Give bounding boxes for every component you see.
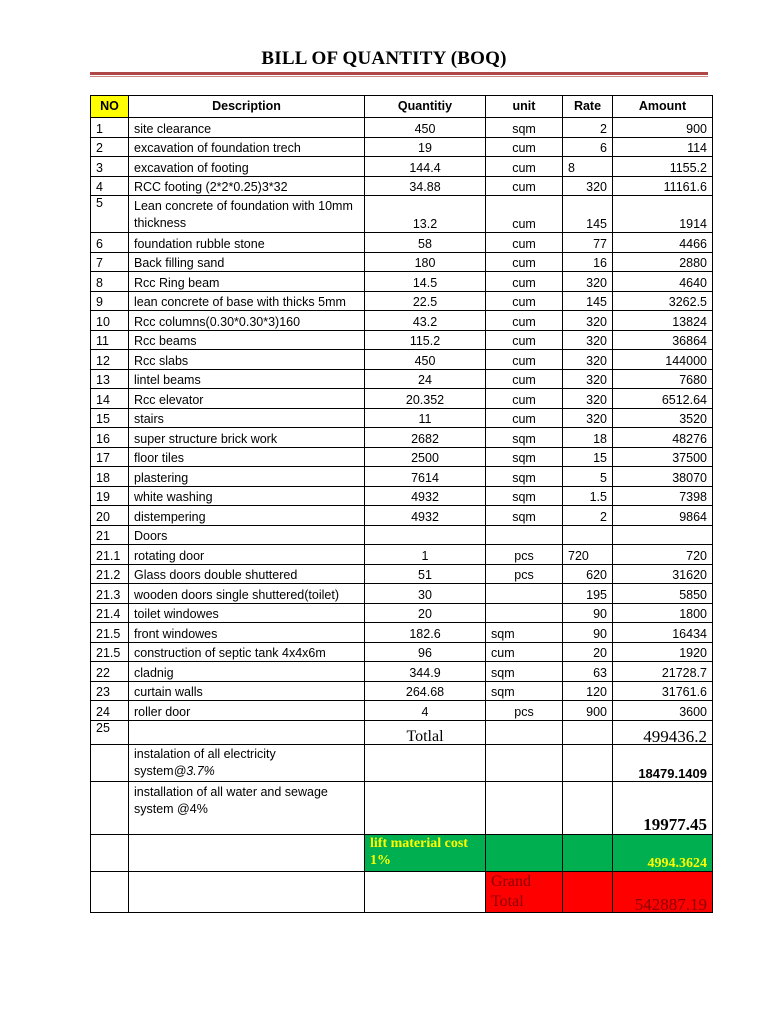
row-quantity: 22.5 <box>365 291 486 311</box>
row-quantity: 344.9 <box>365 662 486 682</box>
row-description: Rcc elevator <box>129 389 365 409</box>
table-row <box>91 118 713 138</box>
row-quantity: 43.2 <box>365 311 486 331</box>
row-rate: 620 <box>563 564 613 584</box>
table-row <box>91 525 713 545</box>
row-no: 21.4 <box>91 603 129 623</box>
row-unit: pcs <box>486 701 563 721</box>
row-amount: 37500 <box>613 447 713 467</box>
row-rate <box>563 525 613 545</box>
electricity-label: instalation of all electricity system@3.7% <box>129 744 365 781</box>
row-unit: cum <box>486 252 563 272</box>
lift-label: lift material cost 1% <box>365 834 486 871</box>
table-row <box>91 467 713 487</box>
row-amount: 3262.5 <box>613 291 713 311</box>
row-unit: sqm <box>486 623 563 643</box>
row-amount: 9864 <box>613 506 713 526</box>
lift-amount: 4994.3624 <box>613 834 713 871</box>
table-row <box>91 137 713 157</box>
table-row <box>91 196 713 233</box>
row-no: 11 <box>91 330 129 350</box>
row-unit: pcs <box>486 545 563 565</box>
row-description: Lean concrete of foundation with 10mm thickness <box>129 196 365 233</box>
row-quantity: 96 <box>365 642 486 662</box>
row-no: 2 <box>91 137 129 157</box>
table-row <box>91 389 713 409</box>
row-no: 10 <box>91 311 129 331</box>
row-no: 8 <box>91 272 129 292</box>
total-amount: 499436.2 <box>613 720 713 744</box>
row-amount: 3600 <box>613 701 713 721</box>
row-amount: 4640 <box>613 272 713 292</box>
row-description: excavation of foundation trech <box>129 137 365 157</box>
row-rate: 1.5 <box>563 486 613 506</box>
row-no: 14 <box>91 389 129 409</box>
row-rate: 6 <box>563 137 613 157</box>
table-row <box>91 157 713 177</box>
row-quantity: 1 <box>365 545 486 565</box>
row-no: 21.2 <box>91 564 129 584</box>
table-row <box>91 701 713 721</box>
row-unit: cum <box>486 291 563 311</box>
row-quantity: 20.352 <box>365 389 486 409</box>
header-no: NO <box>91 96 129 118</box>
row-rate: 320 <box>563 369 613 389</box>
row-unit: cum <box>486 196 563 233</box>
row-unit: sqm <box>486 681 563 701</box>
row-no: 15 <box>91 408 129 428</box>
row-description: super structure brick work <box>129 428 365 448</box>
row-no: 13 <box>91 369 129 389</box>
table-row <box>91 272 713 292</box>
row-quantity: 4932 <box>365 506 486 526</box>
table-row <box>91 662 713 682</box>
row-quantity: 30 <box>365 584 486 604</box>
row-rate: 63 <box>563 662 613 682</box>
row-no: 21.1 <box>91 545 129 565</box>
row-unit: cum <box>486 369 563 389</box>
row-no: 21.5 <box>91 642 129 662</box>
row-description: toilet windowes <box>129 603 365 623</box>
grand-total-amount: 542887.19 <box>613 871 713 912</box>
row-amount: 16434 <box>613 623 713 643</box>
row-no: 1 <box>91 118 129 138</box>
row-quantity: 24 <box>365 369 486 389</box>
row-quantity: 34.88 <box>365 176 486 196</box>
row-unit: cum <box>486 330 563 350</box>
row-amount: 3520 <box>613 408 713 428</box>
row-amount: 144000 <box>613 350 713 370</box>
row-description: Rcc beams <box>129 330 365 350</box>
row-quantity: 182.6 <box>365 623 486 643</box>
row-amount: 1155.2 <box>613 157 713 177</box>
row-rate: 16 <box>563 252 613 272</box>
row-quantity: 264.68 <box>365 681 486 701</box>
row-quantity: 51 <box>365 564 486 584</box>
row-quantity: 58 <box>365 233 486 253</box>
row-quantity: 7614 <box>365 467 486 487</box>
row-amount: 5850 <box>613 584 713 604</box>
row-unit: sqm <box>486 428 563 448</box>
row-description: front windowes <box>129 623 365 643</box>
row-rate: 145 <box>563 291 613 311</box>
row-no: 5 <box>91 196 129 233</box>
row-description: Rcc Ring beam <box>129 272 365 292</box>
row-description: Rcc columns(0.30*0.30*3)160 <box>129 311 365 331</box>
header-quantity: Quantitiy <box>365 96 486 118</box>
row-no: 22 <box>91 662 129 682</box>
table-row <box>91 330 713 350</box>
row-amount: 48276 <box>613 428 713 448</box>
row-rate: 120 <box>563 681 613 701</box>
row-quantity: 19 <box>365 137 486 157</box>
total-no: 25 <box>91 720 129 744</box>
row-unit: cum <box>486 137 563 157</box>
row-quantity: 13.2 <box>365 196 486 233</box>
row-no: 3 <box>91 157 129 177</box>
row-description: distempering <box>129 506 365 526</box>
table-row <box>91 564 713 584</box>
row-unit: cum <box>486 350 563 370</box>
water-label: installation of all water and sewage system @4% <box>129 781 365 834</box>
row-rate: 320 <box>563 272 613 292</box>
table-row <box>91 311 713 331</box>
table-row <box>91 584 713 604</box>
header-unit: unit <box>486 96 563 118</box>
row-unit: cum <box>486 311 563 331</box>
row-rate: 720 <box>563 545 613 565</box>
row-rate: 320 <box>563 408 613 428</box>
row-amount: 38070 <box>613 467 713 487</box>
row-amount: 7398 <box>613 486 713 506</box>
table-row <box>91 291 713 311</box>
row-description: Glass doors double shuttered <box>129 564 365 584</box>
electricity-amount: 18479.1409 <box>613 744 713 781</box>
row-amount: 1914 <box>613 196 713 233</box>
row-rate: 2 <box>563 118 613 138</box>
row-unit: cum <box>486 272 563 292</box>
row-description: roller door <box>129 701 365 721</box>
document-title: BILL OF QUANTITY (BOQ) <box>261 48 507 69</box>
row-amount: 2880 <box>613 252 713 272</box>
row-amount: 7680 <box>613 369 713 389</box>
table-row <box>91 681 713 701</box>
row-description: lean concrete of base with thicks 5mm <box>129 291 365 311</box>
table-row <box>91 623 713 643</box>
row-quantity: 450 <box>365 118 486 138</box>
header-description: Description <box>129 96 365 118</box>
row-unit: cum <box>486 642 563 662</box>
table-row <box>91 428 713 448</box>
row-description: plastering <box>129 467 365 487</box>
row-no: 9 <box>91 291 129 311</box>
row-rate: 15 <box>563 447 613 467</box>
row-quantity: 2500 <box>365 447 486 467</box>
row-description: construction of septic tank 4x4x6m <box>129 642 365 662</box>
row-no: 16 <box>91 428 129 448</box>
row-unit: sqm <box>486 662 563 682</box>
row-unit <box>486 603 563 623</box>
row-no: 20 <box>91 506 129 526</box>
table-row <box>91 176 713 196</box>
row-rate: 320 <box>563 176 613 196</box>
table-row <box>91 642 713 662</box>
table-row <box>91 486 713 506</box>
row-unit: sqm <box>486 118 563 138</box>
row-unit: cum <box>486 176 563 196</box>
row-description: stairs <box>129 408 365 428</box>
row-description: wooden doors single shuttered(toilet) <box>129 584 365 604</box>
row-quantity <box>365 525 486 545</box>
row-description: Rcc slabs <box>129 350 365 370</box>
header-rate: Rate <box>563 96 613 118</box>
row-unit: sqm <box>486 447 563 467</box>
row-unit: sqm <box>486 486 563 506</box>
row-rate: 90 <box>563 603 613 623</box>
row-unit: cum <box>486 389 563 409</box>
title-underline <box>90 72 708 75</box>
row-amount: 720 <box>613 545 713 565</box>
row-rate: 20 <box>563 642 613 662</box>
row-quantity: 180 <box>365 252 486 272</box>
row-rate: 5 <box>563 467 613 487</box>
row-amount: 21728.7 <box>613 662 713 682</box>
electricity-row <box>91 744 713 781</box>
grand-total-row <box>91 871 713 912</box>
row-unit: cum <box>486 233 563 253</box>
row-amount: 114 <box>613 137 713 157</box>
table-row <box>91 350 713 370</box>
table-row <box>91 252 713 272</box>
row-quantity: 450 <box>365 350 486 370</box>
row-rate: 900 <box>563 701 613 721</box>
row-description: excavation of footing <box>129 157 365 177</box>
row-rate: 145 <box>563 196 613 233</box>
table-row <box>91 506 713 526</box>
row-unit: sqm <box>486 506 563 526</box>
row-quantity: 2682 <box>365 428 486 448</box>
row-quantity: 11 <box>365 408 486 428</box>
table-row <box>91 545 713 565</box>
table-row <box>91 447 713 467</box>
title-underline-thin <box>90 76 708 77</box>
row-no: 6 <box>91 233 129 253</box>
row-rate: 90 <box>563 623 613 643</box>
table-row <box>91 408 713 428</box>
row-amount: 31620 <box>613 564 713 584</box>
row-rate: 77 <box>563 233 613 253</box>
row-rate: 320 <box>563 311 613 331</box>
row-amount: 1800 <box>613 603 713 623</box>
boq-table <box>90 95 713 913</box>
row-description: white washing <box>129 486 365 506</box>
row-quantity: 14.5 <box>365 272 486 292</box>
row-no: 21 <box>91 525 129 545</box>
row-amount: 11161.6 <box>613 176 713 196</box>
row-rate: 2 <box>563 506 613 526</box>
row-description: cladnig <box>129 662 365 682</box>
table-row <box>91 603 713 623</box>
row-no: 18 <box>91 467 129 487</box>
row-unit: sqm <box>486 467 563 487</box>
water-row <box>91 781 713 834</box>
water-amount: 19977.45 <box>613 781 713 834</box>
row-description: lintel beams <box>129 369 365 389</box>
row-quantity: 20 <box>365 603 486 623</box>
row-no: 19 <box>91 486 129 506</box>
row-description: foundation rubble stone <box>129 233 365 253</box>
row-unit: cum <box>486 408 563 428</box>
row-rate: 320 <box>563 389 613 409</box>
row-description: floor tiles <box>129 447 365 467</box>
table-row <box>91 233 713 253</box>
row-no: 7 <box>91 252 129 272</box>
row-quantity: 4932 <box>365 486 486 506</box>
row-unit <box>486 584 563 604</box>
row-amount: 13824 <box>613 311 713 331</box>
row-rate: 8 <box>563 157 613 177</box>
row-no: 24 <box>91 701 129 721</box>
row-quantity: 144.4 <box>365 157 486 177</box>
row-description: Doors <box>129 525 365 545</box>
row-quantity: 4 <box>365 701 486 721</box>
row-description: rotating door <box>129 545 365 565</box>
row-rate: 320 <box>563 330 613 350</box>
row-rate: 18 <box>563 428 613 448</box>
row-amount: 1920 <box>613 642 713 662</box>
row-quantity: 115.2 <box>365 330 486 350</box>
table-row <box>91 369 713 389</box>
row-unit: pcs <box>486 564 563 584</box>
row-no: 12 <box>91 350 129 370</box>
lift-row <box>91 834 713 871</box>
row-no: 21.3 <box>91 584 129 604</box>
row-amount: 4466 <box>613 233 713 253</box>
row-no: 21.5 <box>91 623 129 643</box>
row-no: 17 <box>91 447 129 467</box>
row-amount: 36864 <box>613 330 713 350</box>
row-rate: 195 <box>563 584 613 604</box>
row-rate: 320 <box>563 350 613 370</box>
row-description: site clearance <box>129 118 365 138</box>
row-unit: cum <box>486 157 563 177</box>
row-amount <box>613 525 713 545</box>
row-description: Back filling sand <box>129 252 365 272</box>
row-unit <box>486 525 563 545</box>
header-row <box>91 96 713 118</box>
row-amount: 6512.64 <box>613 389 713 409</box>
row-amount: 31761.6 <box>613 681 713 701</box>
total-label: Totlal <box>365 720 486 744</box>
row-description: curtain walls <box>129 681 365 701</box>
row-description: RCC footing (2*2*0.25)3*32 <box>129 176 365 196</box>
grand-total-label: Grand Total <box>486 871 563 912</box>
row-no: 23 <box>91 681 129 701</box>
header-amount: Amount <box>613 96 713 118</box>
row-amount: 900 <box>613 118 713 138</box>
row-no: 4 <box>91 176 129 196</box>
total-row <box>91 720 713 744</box>
